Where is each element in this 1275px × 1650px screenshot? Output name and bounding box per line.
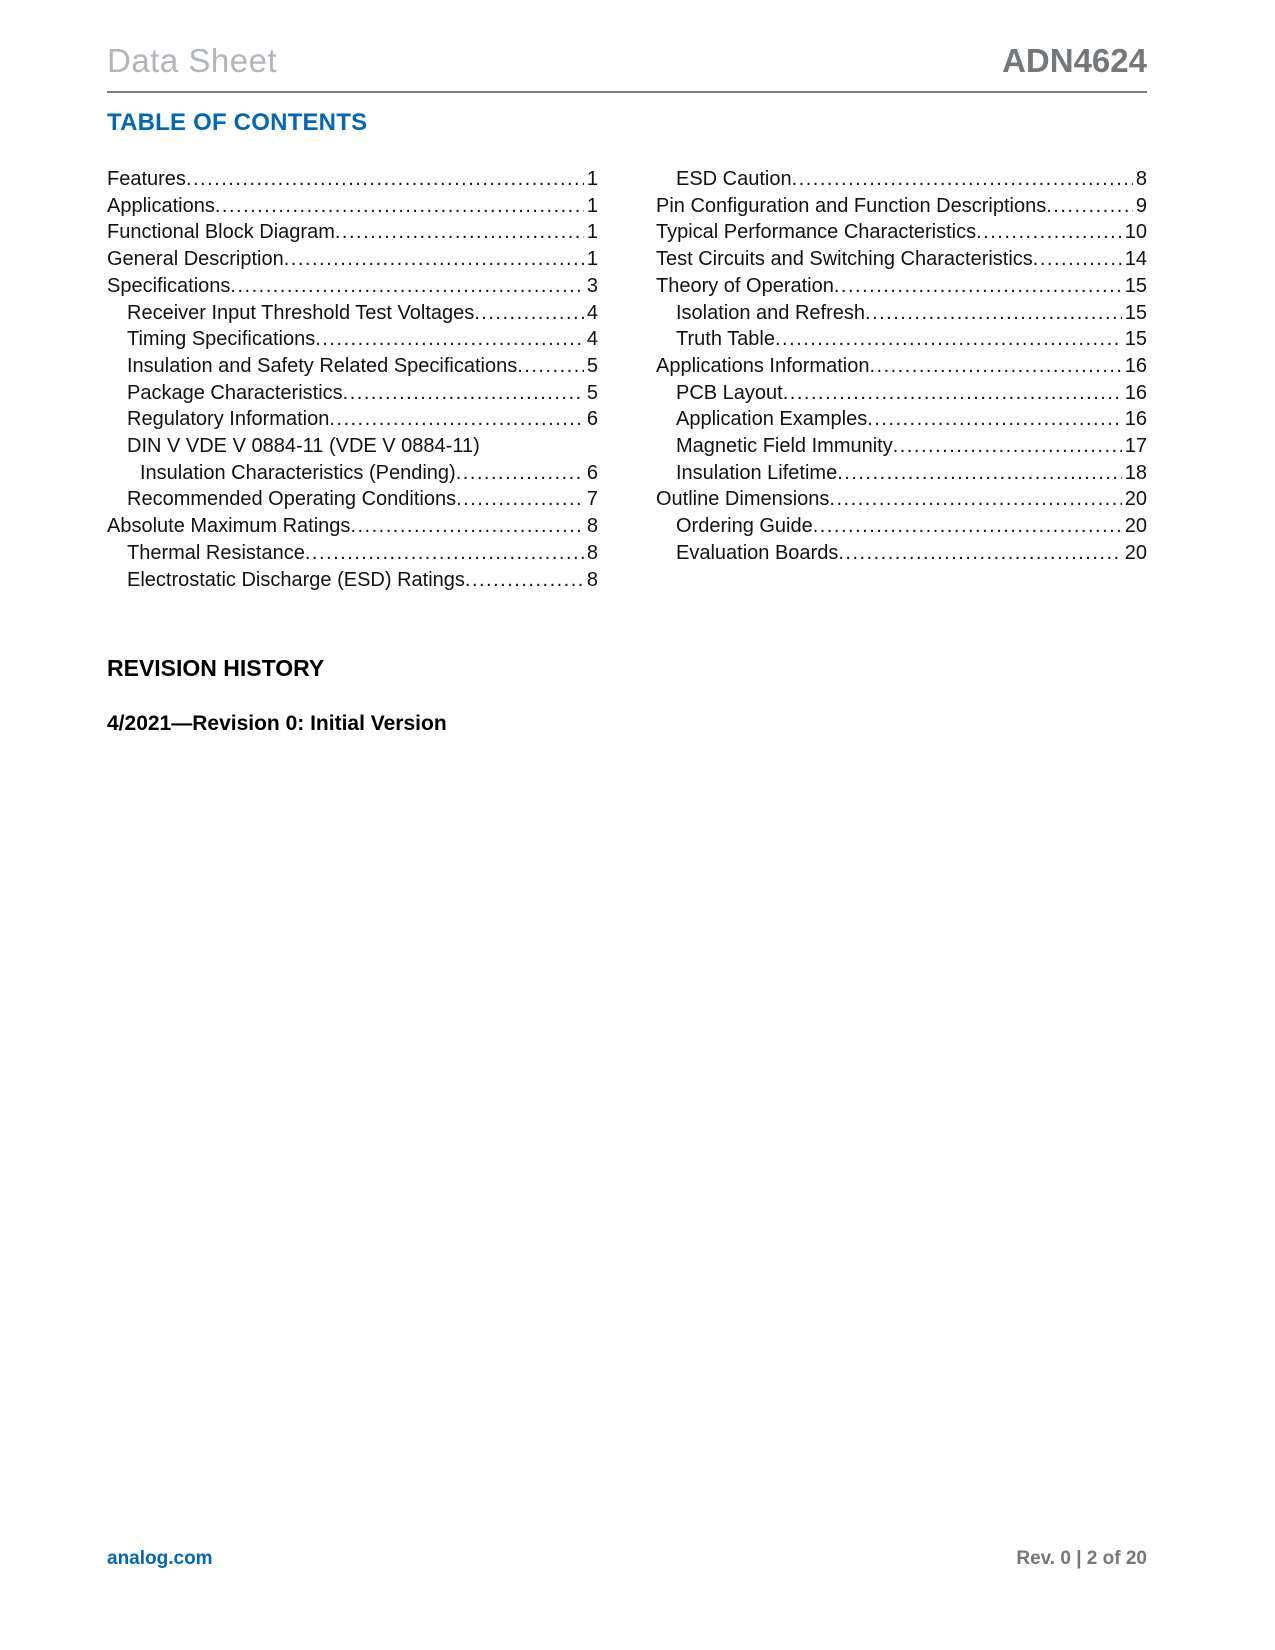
toc-entry-page: 1 [586,194,598,217]
toc-entry-label: Absolute Maximum Ratings [107,515,351,538]
revision-history-title: REVISION HISTORY [107,655,325,682]
toc-entry-page: 20 [1124,488,1147,511]
toc-entry [656,273,1147,300]
toc-entry-page: 16 [1124,354,1147,377]
toc-dot-leader [465,567,584,594]
toc-entry-label: PCB Layout [676,381,783,404]
toc-entry [656,326,1147,353]
toc-dot-leader [976,219,1122,246]
toc-dot-leader [865,300,1122,327]
toc-entry [656,406,1147,433]
toc-dot-leader [837,460,1122,487]
toc-entry [656,300,1147,327]
toc-entry [107,380,598,407]
toc-entry [656,353,1147,380]
toc-entry-page: 17 [1124,435,1147,458]
toc-entry-page: 8 [586,541,598,564]
toc-entry [656,540,1147,567]
toc-entry-page: 5 [586,354,598,377]
toc-entry [656,246,1147,273]
toc-entry [656,460,1147,487]
toc-entry-page: 6 [586,408,598,431]
toc-entry-page: 10 [1124,221,1147,244]
toc-dot-leader [456,460,584,487]
toc-dot-leader [867,406,1122,433]
toc-entry-label: Electrostatic Discharge (ESD) Ratings [127,568,465,591]
toc-entry-page: 1 [586,221,598,244]
toc-entry-label: DIN V VDE V 0884-11 (VDE V 0884-11) [127,435,480,458]
toc-dot-leader [350,513,583,540]
toc-entry-label: ESD Caution [676,168,792,190]
toc-entry [656,486,1147,513]
toc-entry [107,193,598,220]
toc-dot-leader [305,540,584,567]
toc-entry-page: 4 [586,301,598,324]
toc-entry-label: Functional Block Diagram [107,221,335,244]
toc-entry-page: 16 [1124,381,1147,404]
revision-page-indicator: Rev. 0 | 2 of 20 [1016,1548,1147,1569]
toc-entry-label: Typical Performance Characteristics [656,221,977,244]
toc-dot-leader [517,353,584,380]
toc-entry [656,166,1147,193]
toc-entry-label: Package Characteristics [127,381,343,404]
toc-dot-leader [343,380,584,407]
toc-dot-leader [792,166,1133,193]
toc-entry [107,540,598,567]
toc-entry-label: Thermal Resistance [127,541,305,564]
part-number: ADN4624 [1002,42,1147,79]
toc-entry-page: 5 [586,381,598,404]
toc-entry-page: 15 [1124,301,1147,324]
toc-dot-leader [315,326,584,353]
toc-dot-leader [215,193,584,220]
toc-entry-page: 1 [586,168,598,190]
toc-entry-label: Magnetic Field Immunity [676,435,893,458]
toc-entry-label: Ordering Guide [676,515,813,538]
toc-entry-page: 16 [1124,408,1147,431]
toc-dot-leader [230,273,583,300]
toc-entry-page: 15 [1124,328,1147,351]
toc-dot-leader [813,513,1122,540]
toc-title: TABLE OF CONTENTS [107,109,368,136]
toc-entry [656,513,1147,540]
toc-entry-page: 20 [1124,541,1147,564]
toc-entry-page: 14 [1124,248,1147,271]
toc-entry-label: Timing Specifications [127,328,316,351]
toc-entry-label: Receiver Input Threshold Test Voltages [127,301,475,324]
toc-entry-label: Features [107,168,186,190]
toc-entry-label: Insulation Lifetime [676,461,838,484]
toc-dot-leader [829,486,1121,513]
toc-entry [107,273,598,300]
toc-entry [107,166,598,193]
toc-entry [107,300,598,327]
toc-entry [656,433,1147,460]
toc-entry-label: Applications Information [656,354,870,377]
toc-entry-page: 4 [586,328,598,351]
toc-entry-page: 7 [586,488,598,511]
toc-entry-label: Application Examples [676,408,868,431]
toc-entry-page: 1 [586,248,598,271]
toc-dot-leader [893,433,1122,460]
toc-entry [656,219,1147,246]
toc-entry-page: 8 [1135,168,1147,190]
toc-entry [107,406,598,433]
toc-left-column [107,166,598,593]
toc-entry-label: General Description [107,248,284,271]
toc-entry-page: 15 [1124,274,1147,297]
header-divider [107,91,1147,93]
toc-entry-page: 9 [1135,194,1147,217]
toc-entry-label: Theory of Operation [656,274,834,297]
toc-entry-page: 18 [1124,461,1147,484]
toc-entry-label: Insulation and Safety Related Specifications [127,354,518,377]
page-footer [107,1548,1147,1570]
toc-entry-label: Pin Configuration and Function Descriptions [656,194,1047,217]
toc-dot-leader [329,406,584,433]
toc-entry-label: Applications [107,194,215,217]
doc-type-label: Data Sheet [107,42,278,79]
toc-dot-leader [838,540,1121,567]
toc-entry [107,326,598,353]
toc-entry-label: Insulation Characteristics (Pending) [140,461,456,484]
table-of-contents [107,166,1147,593]
toc-entry-page: 6 [586,461,598,484]
toc-dot-leader [834,273,1122,300]
toc-entry [107,460,598,487]
analog-com-link[interactable]: analog.com [107,1548,213,1569]
toc-entry [656,193,1147,220]
toc-entry-page: 8 [586,568,598,591]
toc-entry-label: Outline Dimensions [656,488,830,511]
toc-entry-label: Regulatory Information [127,408,330,431]
toc-entry [107,513,598,540]
toc-dot-leader [869,353,1121,380]
toc-dot-leader [335,219,584,246]
toc-dot-leader [783,380,1122,407]
toc-entry [107,219,598,246]
toc-dot-leader [284,246,584,273]
toc-dot-leader [1033,246,1122,273]
toc-dot-leader [1046,193,1133,220]
toc-entry [107,353,598,380]
toc-entry-label: Recommended Operating Conditions [127,488,457,511]
toc-entry-label: Isolation and Refresh [676,301,866,324]
toc-entry-label: Test Circuits and Switching Characteristics [656,248,1033,271]
toc-entry-label: Evaluation Boards [676,541,839,564]
toc-entry-page: 20 [1124,515,1147,538]
toc-dot-leader [186,166,584,193]
toc-right-column [656,166,1147,593]
toc-entry-wrapped-line [107,433,598,460]
toc-entry [107,486,598,513]
toc-entry-page: 3 [586,274,598,297]
toc-entry [107,246,598,273]
toc-dot-leader [775,326,1122,353]
toc-dot-leader [456,486,584,513]
page-header [107,0,1147,80]
revision-history-entry: 4/2021—Revision 0: Initial Version [107,712,447,736]
toc-entry [656,380,1147,407]
toc-entry-label: Specifications [107,274,231,297]
toc-dot-leader [474,300,584,327]
toc-entry-label: Truth Table [676,328,775,351]
toc-entry [107,567,598,594]
toc-entry-page: 8 [586,515,598,538]
